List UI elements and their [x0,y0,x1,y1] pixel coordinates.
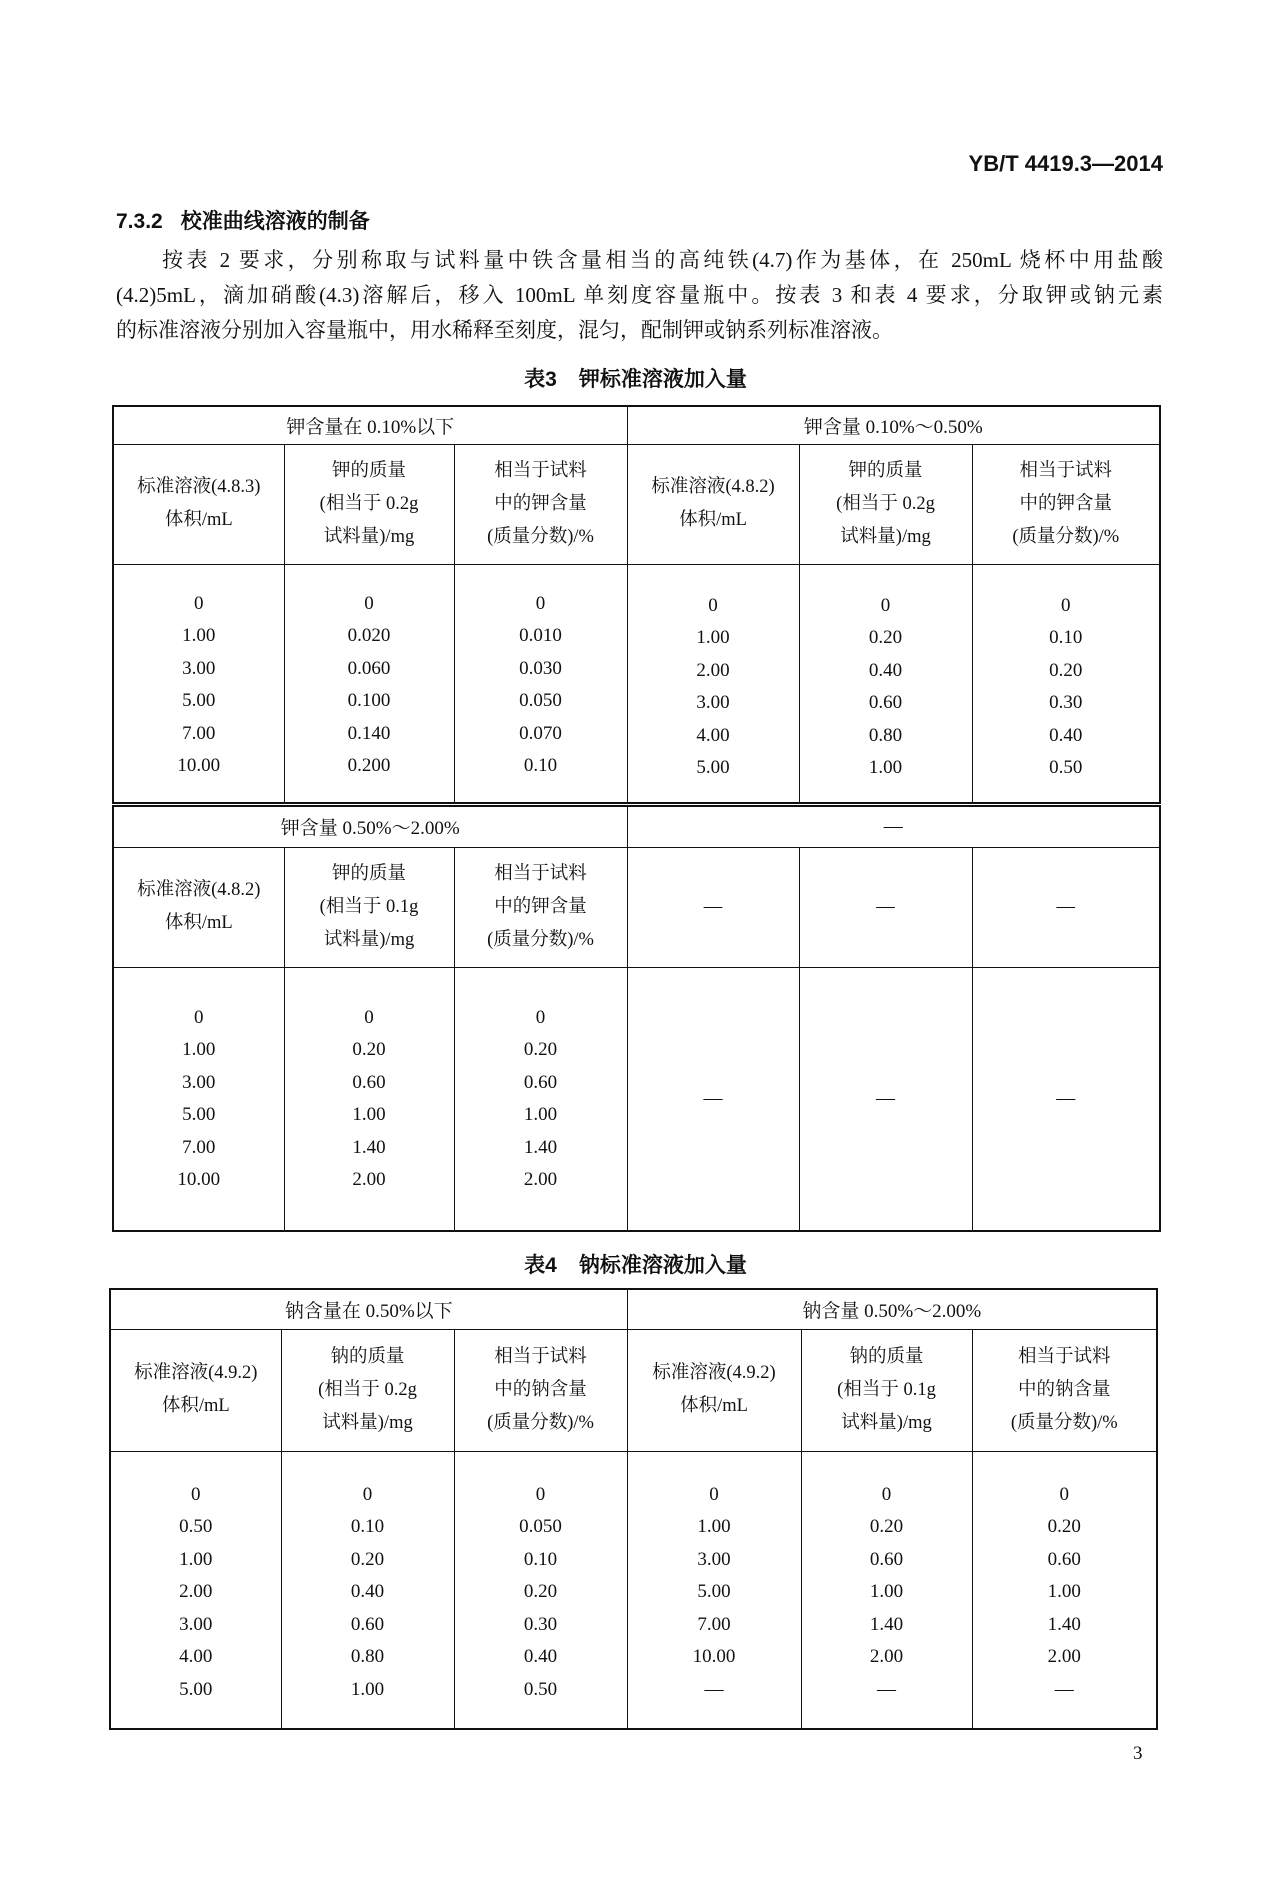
table-cell: 0 [708,594,718,616]
column-header-line: 钾的质量 [331,460,406,481]
column-header-line: 标准溶液(4.9.2) [134,1363,258,1383]
table-cell: 1.40 [352,1136,386,1158]
column-header-line: 体积/mL [164,510,233,530]
table-cell: 0 [364,592,374,614]
table-cell: 3.00 [182,657,216,679]
table-cell: 1.00 [352,1104,386,1126]
table-cell: 0 [1059,1483,1070,1505]
table-cell: 1.00 [350,1679,385,1701]
column-header-line: (相当于 0.1g [319,896,419,917]
column-header-line: 相当于试料 [1019,460,1113,481]
table-cell: 0.10 [350,1516,385,1538]
column-header [110,1329,281,1451]
table-cell: 3.00 [696,692,730,714]
table-cell: 2.00 [352,1169,386,1191]
column-values [627,967,799,1231]
page-number: 3 [1133,1743,1143,1764]
section-title: 校准曲线溶液的制备 [180,210,370,233]
table-cell: 0.30 [523,1613,558,1635]
table-cell: 5.00 [697,1581,731,1603]
column-header-line: 试料量)/mg [840,526,931,547]
column-header-line: 标准溶液(4.8.2) [651,477,775,497]
table-cell: 10.00 [177,1169,221,1191]
sodium-standard-table [109,1288,1158,1730]
table-cell: 4.00 [696,724,730,746]
column-header-line: 试料量)/mg [322,1412,413,1433]
table-cell: 3.00 [179,1613,213,1635]
table-cell: 0 [1061,594,1071,616]
table-cell: 1.00 [179,1548,213,1570]
table-cell: 0.050 [519,690,562,712]
table-cell: 0.20 [1047,1516,1081,1538]
group-header: 钠含量在 0.50%以下 [110,1289,627,1329]
table-cell: 0 [881,1483,892,1505]
table-cell: 0.010 [519,625,562,647]
table-cell: 7.00 [697,1613,731,1635]
column-header [972,847,1160,967]
column-header-line: 体积/mL [679,510,747,530]
table-cell: 2.00 [523,1169,558,1191]
table-cell: 0.60 [523,1071,558,1093]
column-header [627,847,799,967]
table-cell: 0.20 [869,1516,904,1538]
table-cell: 1.00 [182,625,216,647]
table-cell: 1.00 [523,1104,558,1126]
column-header [113,444,284,564]
column-header-line: 体积/mL [161,1396,230,1416]
table-cell: 0.60 [350,1613,385,1635]
column-header-line: (质量分数)/% [1010,1412,1118,1433]
column-header [972,1329,1157,1451]
column-header-line: 试料量)/mg [841,1412,932,1433]
table-cell: — [1054,1679,1074,1701]
table-cell: 0.060 [347,657,391,679]
column-values [454,1451,627,1729]
table-cell: — [877,1679,897,1701]
table-cell: 2.00 [179,1581,213,1603]
table-cell: 1.40 [523,1136,558,1158]
table-cell: 0.30 [1049,692,1083,714]
table-cell: 0.20 [523,1581,558,1603]
table-cell: 0 [191,1483,201,1505]
column-values [113,564,284,804]
column-values [454,564,627,804]
table-cell: 0 [362,1483,373,1505]
column-header [454,444,627,564]
column-header-line: (质量分数)/% [487,929,594,950]
table-cell: 0.40 [350,1581,385,1603]
table-cell: 4.00 [179,1646,213,1668]
table-cell: 0 [194,592,204,614]
group-header: 钾含量 0.10%～0.50% [627,406,1160,444]
table-cell: 1.00 [182,1039,216,1061]
table-cell: 0 [535,592,546,614]
table3-label: 表3 [524,368,557,391]
table-cell: 0.50 [1049,757,1083,779]
column-header-line: — [1056,896,1076,917]
table-cell: 0.60 [869,1548,904,1570]
column-header [281,1329,454,1451]
column-values [801,1451,972,1729]
column-header-line: 钾的质量 [331,863,406,884]
column-header-line: 中的钾含量 [1019,493,1113,514]
column-header-line: — [703,896,723,917]
column-header-line: 相当于试料 [1018,1346,1111,1367]
table-cell: 10.00 [692,1646,736,1668]
column-header-line: (相当于 0.2g [836,493,935,514]
column-values [281,1451,454,1729]
section-heading [116,207,370,237]
group-header: 钠含量 0.50%～2.00% [627,1289,1157,1329]
column-header-line: 标准溶液(4.8.2) [137,880,261,900]
table-cell: — [704,1679,724,1701]
table-cell: 0.140 [347,722,391,744]
column-values [972,1451,1157,1729]
column-header-line: 钾的质量 [848,460,923,481]
table-cell: 0.20 [523,1039,558,1061]
table4-label: 表4 [524,1254,557,1277]
table-cell: 0.80 [868,724,903,746]
table-cell: 0.40 [1049,724,1083,746]
column-header-line: 中的钠含量 [494,1379,587,1400]
column-header [627,1329,801,1451]
column-header [284,847,454,967]
column-header-line: (质量分数)/% [487,1412,594,1433]
column-header [972,444,1160,564]
section-paragraph [116,243,1163,348]
section-number: 7.3.2 [116,210,163,233]
table-cell: 0.20 [352,1039,386,1061]
column-values [972,564,1160,804]
table-cell: 0.20 [1049,659,1083,681]
column-values [799,564,972,804]
column-header-line: 相当于试料 [494,1346,587,1367]
column-values [284,564,454,804]
table-cell: 0 [709,1483,719,1505]
column-values [627,564,799,804]
table-cell: 1.00 [1047,1581,1081,1603]
column-header-line: 中的钠含量 [1018,1379,1111,1400]
column-header [454,847,627,967]
column-values [454,967,627,1231]
table-cell: 3.00 [697,1548,731,1570]
potassium-standard-table [112,405,1161,1232]
table-cell: 1.00 [697,1516,731,1538]
table3-caption [112,365,1159,395]
column-header [799,444,972,564]
table-cell: 10.00 [177,755,221,777]
column-values [972,967,1160,1231]
table-cell: — [1056,1087,1076,1109]
table-cell: — [876,1087,896,1109]
column-header-line: (质量分数)/% [1012,526,1120,547]
column-header-line: (质量分数)/% [487,526,594,547]
column-values [113,967,284,1231]
table-cell: 0 [535,1006,546,1028]
table-cell: 1.40 [869,1613,904,1635]
column-header-line: 中的钾含量 [494,896,587,917]
table-cell: 3.00 [182,1071,216,1093]
group-header: — [627,804,1160,847]
table-cell: 0.020 [347,625,391,647]
column-header-line: 试料量)/mg [323,526,415,547]
table-cell: 1.00 [869,1581,904,1603]
column-values [110,1451,281,1729]
table-cell: 0.030 [519,657,562,679]
column-values [799,967,972,1231]
table-cell: 5.00 [179,1679,213,1701]
column-header-line: (相当于 0.2g [318,1379,417,1400]
table-cell: 0.20 [868,627,903,649]
table-cell: 0.80 [350,1646,385,1668]
table-cell: 5.00 [182,690,216,712]
table-cell: 0.60 [868,692,903,714]
table-cell: 0.60 [352,1071,386,1093]
table-cell: 0 [364,1006,374,1028]
table3-title: 钾标准溶液加入量 [578,368,747,391]
column-header [801,1329,972,1451]
column-header-line: 体积/mL [680,1396,748,1416]
column-header-line: 相当于试料 [494,863,587,884]
table-cell: 0.200 [347,755,391,777]
column-header [454,1329,627,1451]
table-cell: 0.10 [1049,627,1083,649]
column-header [799,847,972,967]
column-header-line: 钠的质量 [330,1346,405,1367]
group-header: 钾含量在 0.10%以下 [113,406,627,444]
table-cell: 0 [194,1006,204,1028]
table-cell: 0.100 [347,690,391,712]
table-cell: 0 [880,594,891,616]
table-cell: 0.40 [523,1646,558,1668]
table4-caption [112,1251,1159,1281]
table-cell: 0.10 [523,755,558,777]
column-header-line: 相当于试料 [494,460,587,481]
table-cell: 7.00 [182,1136,216,1158]
table-cell: 0.10 [523,1548,558,1570]
column-header-line: (相当于 0.1g [837,1379,936,1400]
column-header [627,444,799,564]
table-cell: 0.60 [1047,1548,1081,1570]
standard-code: YB/T 4419.3—2014 [968,151,1163,176]
table-cell: 2.00 [1047,1646,1081,1668]
column-header-line: — [876,896,895,917]
column-values [284,967,454,1231]
table-cell: 0.40 [868,659,903,681]
table-cell: 1.40 [1047,1613,1081,1635]
column-header-line: 中的钾含量 [494,493,587,514]
table-cell: 0.070 [519,722,562,744]
column-header-line: 体积/mL [164,913,233,933]
table-cell: 5.00 [182,1104,216,1126]
table-cell: 0.50 [179,1516,213,1538]
column-values [627,1451,801,1729]
column-header-line: 标准溶液(4.8.3) [137,477,261,497]
column-header-line: (相当于 0.2g [319,493,419,514]
table-cell: 1.00 [696,627,730,649]
table-cell: 0 [535,1483,546,1505]
table4-title: 钠标准溶液加入量 [578,1254,747,1277]
table-cell: 2.00 [696,659,730,681]
table-cell: — [703,1087,723,1109]
table-cell: 0.050 [519,1516,562,1538]
paragraph-line: 的标准溶液分别加入容量瓶中，用水稀释至刻度，混匀，配制钾或钠系列标准溶液。 [116,318,893,342]
table-cell: 1.00 [868,757,903,779]
column-header-line: 标准溶液(4.9.2) [652,1363,776,1383]
paragraph-line: 按表 2 要求，分别称取与试料量中铁含量相当的高纯铁(4.7)作为基体，在 250mL 烧杯中用盐酸 [162,248,1163,272]
column-header-line: 试料量)/mg [323,929,415,950]
paragraph-line: (4.2)5mL，滴加硝酸(4.3)溶解后，移入 100mL 单刻度容量瓶中。按表 3 和表 4 要求，分取钾或钠元素 [116,283,1163,307]
table-cell: 2.00 [869,1646,904,1668]
table-cell: 7.00 [182,722,216,744]
table-cell: 0.50 [523,1679,558,1701]
column-header [113,847,284,967]
group-header: 钾含量 0.50%～2.00% [113,804,627,847]
column-header-line: 钠的质量 [849,1346,924,1367]
column-header [284,444,454,564]
table-cell: 0.20 [350,1548,385,1570]
table-cell: 5.00 [696,757,730,779]
